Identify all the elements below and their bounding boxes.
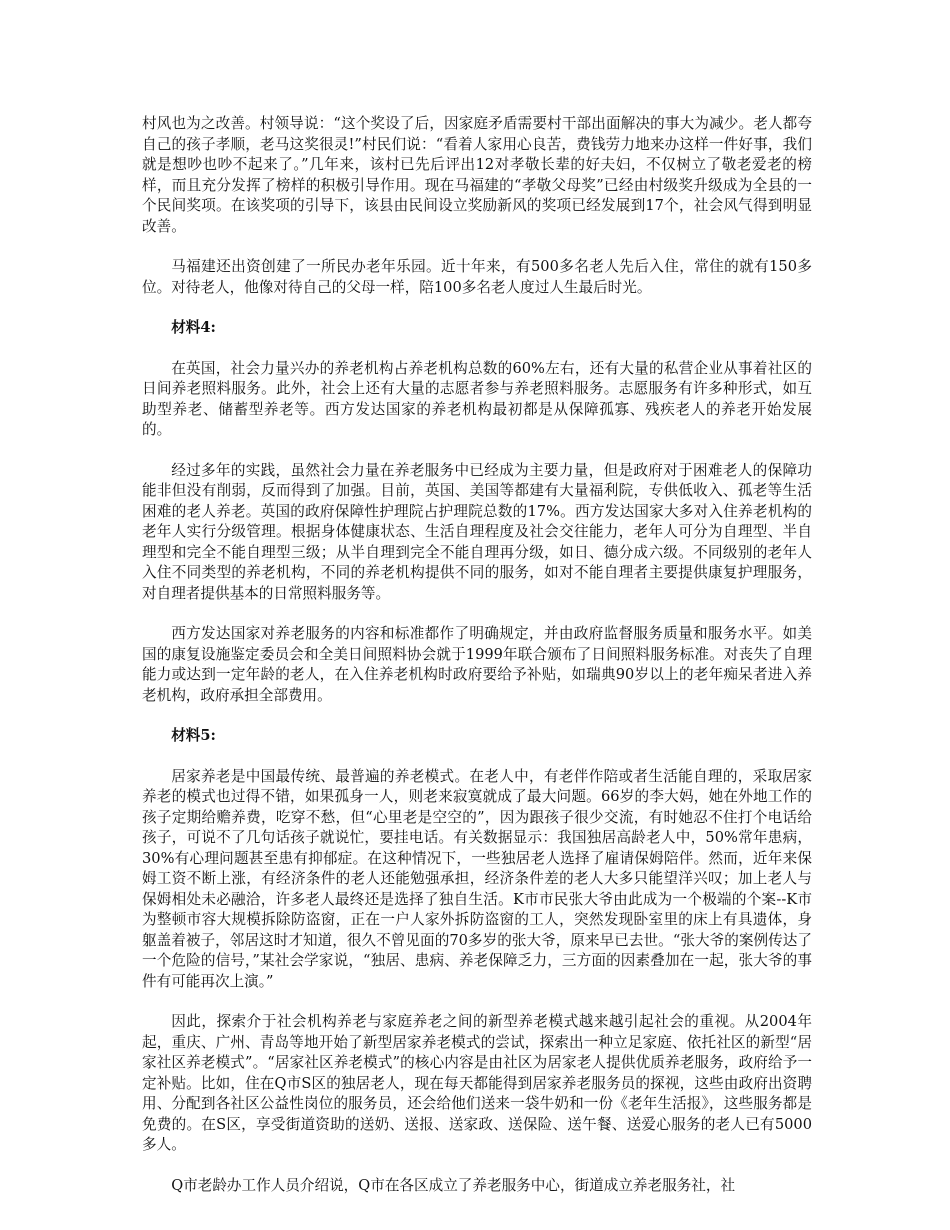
paragraph-community-model: 因此，探索介于社会机构养老与家庭养老之间的新型养老模式越来越引起社会的重视。从2004年起，重庆、广州、青岛等地开始了新型居家养老模式的尝试，探索出一种立足家庭、依托社区的新型“居家社区养老模式”。“居家社区养老模式”的核心内容是由社区为居家老人提供优质养老服务，政府给予一定补贴。比如，住在Q市S区的独居老人，现在每天都能得到居家养老服务员的探视，这些由政府出资聘用、分配到各社区公益性岗位的服务员，还会给他们送来一袋牛奶和一份《老年生活报》，这些服务都是免费的。在S区，享受街道资助的送奶、送报、送家政、送保险、送午餐、送爱心服务的老人已有5000多人。: [142, 1013, 812, 1153]
material-5-heading: 材料5:: [171, 727, 216, 744]
material-4-heading: 材料4:: [171, 319, 216, 336]
paragraph-elderly-home: 马福建还出资创建了一所民办老年乐园。近十年来，有500多名老人先后入住，常住的就有150多位。对待老人，他像对待自己的父母一样，陪100多名老人度过人生最后时光。: [142, 258, 812, 296]
paragraph-home-care: 居家养老是中国最传统、最普遍的养老模式。在老人中，有老伴作陪或者生活能自理的，采取居家养老的模式也过得不错，如果孤身一人，则老来寂寞就成了最大问题。66岁的李大妈，她在外地工作的孩子定期给赡养费，吃穿不愁，但“心里老是空空的”，因为跟孩子很少交流，有时她忍不住打个电话给孩子，可说不了几句话孩子就说忙，要挂电话。有关数据显示：我国独居高龄老人中，50%常年患病，30%有心理问题甚至患有抑郁症。在这种情况下，一些独居老人选择了雇请保姆陪伴。然而，近年来保姆工资不断上涨，有经济条件的老人还能勉强承担，经济条件差的老人大多只能望洋兴叹；加上老人与保姆相处未必融洽，许多老人最终还是选择了独自生活。K市市民张大爷由此成为一个极端的个案--K市为整顿市容大规模拆除防盗窗，正在一户人家外拆防盗窗的工人，突然发现卧室里的床上有具遗体，身躯盖着被子，邻居这时才知道，很久不曾见面的70多岁的张大爷，原来早已去世。“张大爷的案例传达了一个危险的信号，”某社会学家说，“独居、患病、养老保障乏力，三方面的因素叠加在一起，张大爷的事件有可能再次上演。”: [142, 767, 812, 990]
paragraph-village-award: 村风也为之改善。村领导说：“这个奖设了后，因家庭矛盾需要村干部出面解决的事大为减少。老人都夸自己的孩子孝顺，老马这奖很灵!”村民们说：“看着人家用心良苦，费钱劳力地来办这样一件好事，我们就是想吵也吵不起来了。”几年来，该村已先后评出12对孝敬长辈的好夫妇，不仅树立了敬老爱老的榜样，而且充分发挥了榜样的积极引导作用。现在马福建的“孝敬父母奖”已经由村级奖升级成为全县的一个民间奖项。在该奖项的引导下，该县由民间设立奖励新风的奖项已经发展到17个，社会风气得到明显改善。: [142, 115, 812, 235]
paragraph-service-standards: 西方发达国家对养老服务的内容和标准都作了明确规定，并由政府监督服务质量和服务水平。如美国的康复设施鉴定委员会和全美日间照料协会就于1999年联合颁布了日间照料服务标准。对丧失了自理能力或达到一定年龄的老人，在入住养老机构时政府要给予补贴，如瑞典90岁以上的老年痴呆者进入养老机构，政府承担全部费用。: [142, 625, 812, 704]
paragraph-government-role: 经过多年的实践，虽然社会力量在养老服务中已经成为主要力量，但是政府对于困难老人的保障功能非但没有削弱，反而得到了加强。目前，英国、美国等都建有大量福利院，专供低收入、孤老等生活困难的老人养老。英国的政府保障性护理院占护理院总数的17%。西方发达国家大多对入住养老机构的老年人实行分级管理。根据身体健康状态、生活自理程度及社会交往能力，老年人可分为自理型、半自理型和完全不能自理型三级；从半自理到完全不能自理再分级，如日、德分成六级。不同级别的老年人入住不同类型的养老机构，不同的养老机构提供不同的服务，如对不能自理者主要提供康复护理服务，对自理者提供基本的日常照料服务等。: [142, 461, 812, 602]
paragraph-q-city: Q市老龄办工作人员介绍说，Q市在各区成立了养老服务中心，街道成立养老服务社，社: [171, 1176, 736, 1194]
paragraph-uk-social-forces: 在英国，社会力量兴办的养老机构占养老机构总数的60%左右，还有大量的私营企业从事着社区的日间养老照料服务。此外，社会上还有大量的志愿者参与养老照料服务。志愿服务有许多种形式，如互助型养老、储蓄型养老等。西方发达国家的养老机构最初都是从保障孤寡、残疾老人的养老开始发展的。: [142, 359, 812, 438]
